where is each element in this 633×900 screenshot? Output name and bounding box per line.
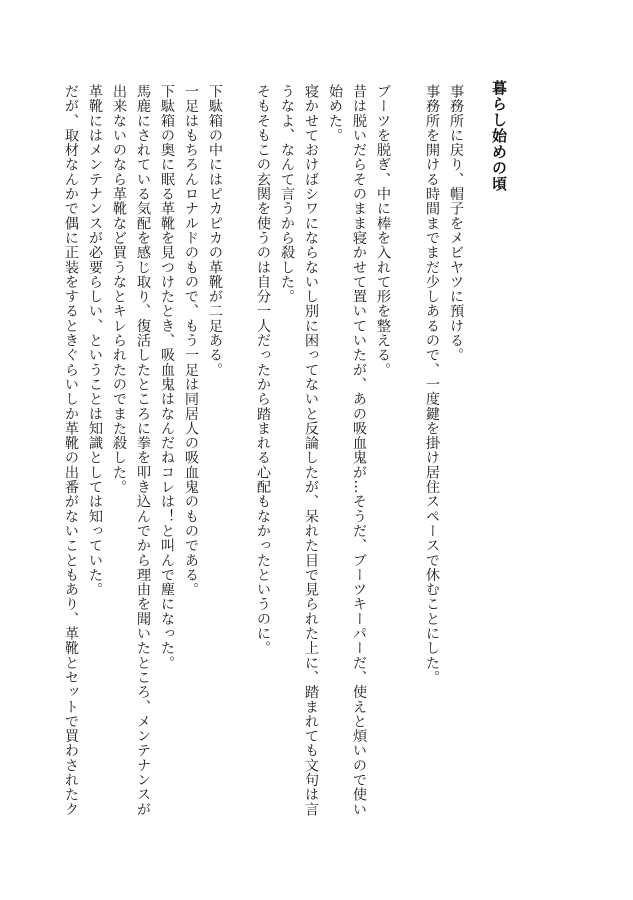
text-line: 寝かせておけばシワにならないし別に困ってないと反論したが、呆れた目で見られた上に、踏まれても文句は言 <box>303 84 319 817</box>
text-line: 始めた。 <box>327 84 343 143</box>
document-title: 暮らし始めの頃 <box>490 80 508 192</box>
text-line: うなよ、なんて言うから殺した。 <box>279 84 295 304</box>
text-line: 一足はもちろんロナルドのもので、もう一足は同居人の吸血鬼のものである。 <box>183 84 199 597</box>
text-line: そもそもこの玄関を使うのは自分一人だったから踏まれる心配もなかったというのに。 <box>255 84 271 656</box>
text-line: 下駄箱の奥に眠る革靴を見つけたとき、吸血鬼はなんだねコレは！と叫んで塵になった。 <box>159 84 175 670</box>
text-line: 事務所に戻り、帽子をメビヤツに預ける。 <box>448 84 464 363</box>
text-line: 昔は脱いだらそのまま寝かせて置いていたが、あの吸血鬼が…そうだ、ブーツキーパーだ、使えと煩いので使い <box>351 84 367 817</box>
text-line: 下駄箱の中にはピカピカの革靴が二足ある。 <box>207 84 223 377</box>
text-line: だが、取材なんかで偶に正装をするときぐらいしか革靴の出番がないこともあり、革靴とセットで買わされたク <box>63 84 79 817</box>
text-line: 革靴にはメンテナンスが必要らしい、ということは知識としては知っていた。 <box>87 84 103 597</box>
text-line: 馬鹿にされている気配を感じ取り、復活したところに拳を叩き込んでから理由を聞いたところ、メンテナンスが <box>135 84 151 817</box>
text-line: 事務所を開ける時間までまだ少しあるので、一度鍵を掛け居住スペースで休むことにした。 <box>424 84 440 685</box>
text-line: ブーツを脱ぎ、中に棒を入れて形を整える。 <box>375 84 391 377</box>
text-line: 出来ないのなら革靴など買うなとキレられたのでまた殺した。 <box>111 84 127 495</box>
